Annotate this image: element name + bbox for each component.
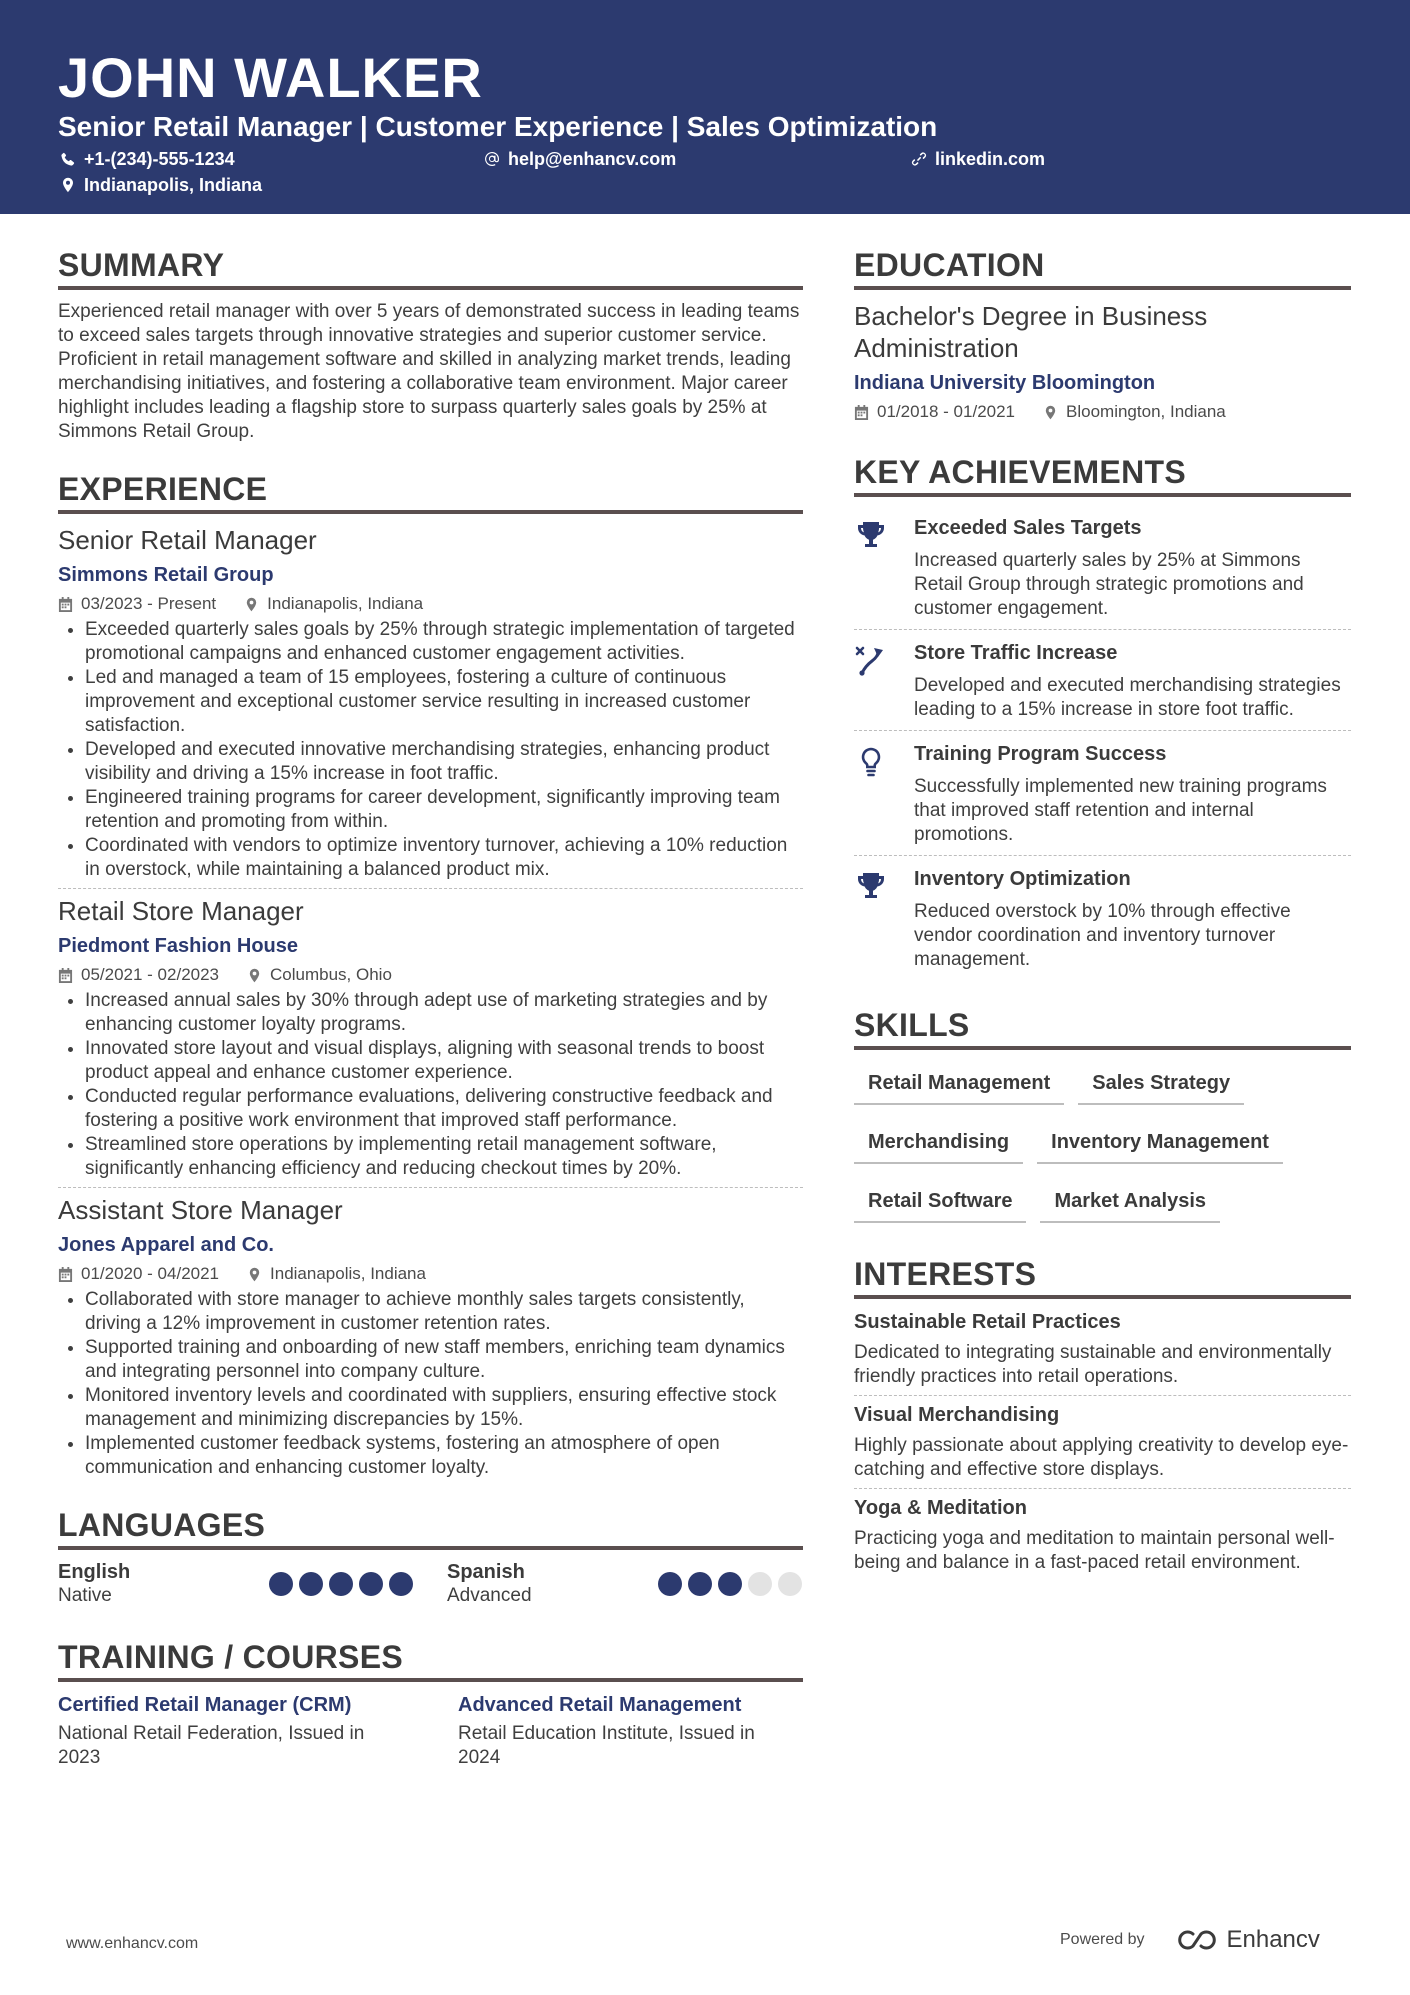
education-degree: Bachelor's Degree in Business Administration [854, 301, 1208, 363]
job-bullet: • Collaborated with store manager to achieve monthly sales targets consistently, driving a 12% improvement in customer retention rates. [85, 1288, 803, 1336]
job-location-wrap [247, 1263, 426, 1285]
achievement-item [854, 507, 1351, 627]
job-location: Columbus, Ohio [270, 965, 392, 984]
right-column [854, 246, 1351, 1575]
lightbulb-icon [854, 745, 888, 779]
rating-dot [778, 1572, 802, 1596]
achievement-desc: Reduced overstock by 10% through effective vendor coordination and inventory turnover management. [914, 901, 1291, 970]
job-location: Indianapolis, Indiana [267, 594, 424, 613]
section-title: LANGUAGES [58, 1506, 803, 1550]
languages-section [58, 1506, 803, 1608]
job-bullet: • Supported training and onboarding of new staff members, enriching team dynamics and integrating personnel into company culture. [85, 1336, 803, 1384]
location-pin-icon [60, 177, 76, 193]
language-rating [269, 1572, 413, 1596]
course-list [58, 1692, 803, 1770]
language-rating [658, 1572, 802, 1596]
achievement-title: Inventory Optimization [914, 868, 1131, 890]
footer-branding[interactable] [1060, 1926, 1320, 1954]
achievement-desc: Increased quarterly sales by 25% at Simmons Retail Group through strategic promotions and customer engagement. [914, 550, 1304, 619]
rating-dot [329, 1572, 353, 1596]
education-meta [854, 401, 1351, 423]
location-text: Indianapolis, Indiana [84, 175, 263, 195]
rating-dot [718, 1572, 742, 1596]
footer-website[interactable]: www.enhancv.com [66, 1935, 199, 1952]
summary-section [58, 246, 803, 444]
job-company: Simmons Retail Group [58, 564, 274, 586]
section-title: EDUCATION [854, 246, 1351, 290]
linkedin-text: linkedin.com [935, 149, 1046, 169]
language-name: English [58, 1561, 131, 1583]
job-bullet: • Led and managed a team of 15 employees, fostering a culture of continuous improvement and exceptional customer service resulting in increased customer satisfaction. [85, 666, 803, 738]
job-entry [58, 1194, 803, 1480]
location-pin-icon [247, 968, 262, 983]
section-title: SKILLS [854, 1006, 1351, 1050]
phone-text: +1-(234)-555-1234 [84, 149, 235, 169]
skill-list [854, 1060, 1351, 1237]
course-desc: Retail Education Institute, Issued in 2024 [458, 1723, 755, 1768]
job-location-wrap [247, 964, 392, 986]
section-title: SUMMARY [58, 246, 803, 290]
interest-desc: Practicing yoga and meditation to maintain personal well-being and balance in a fast-paced retail environment. [854, 1528, 1335, 1573]
job-entry [58, 895, 803, 1181]
rating-dot [359, 1572, 383, 1596]
skill-tag: Retail Management [854, 1060, 1064, 1105]
language-level: Advanced [447, 1585, 532, 1606]
education-school: Indiana University Bloomington [854, 372, 1156, 394]
job-bullet: • Engineered training programs for career development, significantly improving team retention and promoting from within. [85, 786, 803, 834]
location-pin-icon [247, 1267, 262, 1282]
link-icon [911, 151, 927, 167]
job-meta [58, 1263, 803, 1285]
summary-text: Experienced retail manager with over 5 years of demonstrated success in leading teams to exceed sales targets through innovative strategies and superior customer service. Proficient in retail management software and skilled in analyzing market trends, leading merchandising initiatives, and fostering a collaborative team environment. Major career highlight includes leading a flagship store to surpass quarterly sales goals by 25% at Simmons Retail Group. [58, 301, 800, 442]
achievement-desc: Successfully implemented new training programs that improved staff retention and internal promotions. [914, 776, 1327, 845]
resume-header [0, 0, 1410, 214]
calendar-icon [854, 405, 869, 420]
achievement-item [854, 632, 1351, 728]
achievements-section [854, 453, 1351, 978]
contact-email[interactable] [484, 148, 676, 170]
interest-item [854, 1402, 1351, 1482]
rating-dot [658, 1572, 682, 1596]
location-pin-icon [244, 597, 259, 612]
experience-section [58, 470, 803, 1480]
candidate-headline: Senior Retail Manager | Customer Experience | Sales Optimization [58, 111, 938, 142]
course-title: Certified Retail Manager (CRM) [58, 1694, 352, 1716]
achievement-item [854, 733, 1351, 853]
job-meta [58, 593, 803, 615]
interest-item [854, 1309, 1351, 1389]
left-column [58, 246, 803, 1770]
job-bullet: • Conducted regular performance evaluations, delivering constructive feedback and fostering a positive work environment that improved staff performance. [85, 1085, 803, 1133]
job-bullet: • Implemented customer feedback systems, fostering an atmosphere of open communication and enhancing customer loyalty. [85, 1432, 803, 1480]
divider [854, 730, 1351, 731]
achievement-title: Training Program Success [914, 743, 1167, 765]
job-bullet: • Developed and executed innovative merchandising strategies, enhancing product visibility and driving a 15% increase in foot traffic. [85, 738, 803, 786]
section-title: TRAINING / COURSES [58, 1638, 803, 1682]
rating-dot [748, 1572, 772, 1596]
divider [854, 629, 1351, 630]
contact-location [60, 174, 262, 196]
job-bullet: • Increased annual sales by 30% through adept use of marketing strategies and by enhancing customer loyalty programs. [85, 989, 803, 1037]
location-pin-icon [1043, 405, 1058, 420]
skills-section [854, 1006, 1351, 1237]
section-title: EXPERIENCE [58, 470, 803, 514]
job-dates: 05/2021 - 02/2023 [81, 965, 220, 984]
skill-tag: Merchandising [854, 1119, 1023, 1164]
achievement-icon-wrap [854, 515, 914, 621]
course-item [58, 1692, 398, 1770]
language-name: Spanish [447, 1561, 525, 1583]
skill-tag: Sales Strategy [1078, 1060, 1244, 1105]
education-location-wrap [1043, 401, 1226, 423]
language-level: Native [58, 1585, 112, 1606]
skill-tag: Market Analysis [1040, 1178, 1220, 1223]
job-bullets [58, 1288, 803, 1480]
language-item [58, 1560, 413, 1608]
course-desc: National Retail Federation, Issued in 2023 [58, 1723, 365, 1768]
interest-desc: Dedicated to integrating sustainable and environmentally friendly practices into retail operations. [854, 1342, 1332, 1387]
divider [58, 888, 803, 889]
job-company: Piedmont Fashion House [58, 935, 299, 957]
language-list [58, 1560, 803, 1608]
job-bullets [58, 618, 803, 882]
divider [854, 1395, 1351, 1396]
job-company: Jones Apparel and Co. [58, 1234, 274, 1256]
job-location-wrap [244, 593, 423, 615]
divider [854, 1488, 1351, 1489]
job-dates: 03/2023 - Present [81, 594, 217, 613]
trophy-icon [854, 870, 888, 904]
interest-title: Visual Merchandising [854, 1404, 1060, 1426]
achievement-icon-wrap [854, 640, 914, 722]
education-section [854, 246, 1351, 423]
skill-tag: Inventory Management [1037, 1119, 1283, 1164]
phone-icon [60, 151, 76, 167]
interest-title: Yoga & Meditation [854, 1497, 1027, 1519]
calendar-icon [58, 597, 73, 612]
achievement-title: Store Traffic Increase [914, 642, 1118, 664]
section-title: INTERESTS [854, 1255, 1351, 1299]
job-role: Assistant Store Manager [58, 1195, 343, 1225]
divider [854, 855, 1351, 856]
achievement-icon-wrap [854, 866, 914, 972]
contact-phone[interactable] [60, 148, 235, 170]
powered-by-label: Powered by [1060, 1931, 1145, 1948]
job-role: Retail Store Manager [58, 896, 304, 926]
job-bullets [58, 989, 803, 1181]
achievement-item [854, 858, 1351, 978]
rating-dot [688, 1572, 712, 1596]
courses-section [58, 1638, 803, 1770]
job-entry [58, 524, 803, 882]
enhancv-logo-icon [1173, 1927, 1221, 1953]
interest-item [854, 1495, 1351, 1575]
job-bullet: • Coordinated with vendors to optimize inventory turnover, achieving a 10% reduction in overstock, while maintaining a balanced product mix. [85, 834, 803, 882]
skill-tag: Retail Software [854, 1178, 1026, 1223]
job-bullet: • Streamlined store operations by implementing retail management software, significantly enhancing efficiency and reducing checkout times by 20%. [85, 1133, 803, 1181]
interests-section [854, 1255, 1351, 1575]
job-location: Indianapolis, Indiana [270, 1264, 426, 1283]
education-location: Bloomington, Indiana [1066, 402, 1226, 421]
email-text: help@enhancv.com [508, 149, 677, 169]
candidate-name: JOHN WALKER [58, 46, 483, 109]
section-title: KEY ACHIEVEMENTS [854, 453, 1351, 497]
job-bullet: • Exceeded quarterly sales goals by 25% through strategic implementation of targeted promotional campaigns and enhanced customer engagement activities. [85, 618, 803, 666]
divider [58, 1187, 803, 1188]
language-item [447, 1560, 802, 1608]
education-dates: 01/2018 - 01/2021 [877, 402, 1016, 421]
rating-dot [269, 1572, 293, 1596]
contact-linkedin[interactable] [911, 148, 1045, 170]
job-role: Senior Retail Manager [58, 525, 317, 555]
route-icon [854, 644, 888, 678]
achievement-title: Exceeded Sales Targets [914, 517, 1142, 539]
calendar-icon [58, 968, 73, 983]
job-dates: 01/2020 - 04/2021 [81, 1264, 220, 1283]
achievement-icon-wrap [854, 741, 914, 847]
rating-dot [389, 1572, 413, 1596]
achievement-desc: Developed and executed merchandising strategies leading to a 15% increase in store foot traffic. [914, 675, 1341, 720]
course-item [458, 1692, 798, 1770]
interest-title: Sustainable Retail Practices [854, 1311, 1121, 1333]
brand-name: Enhancv [1226, 1926, 1320, 1953]
at-icon [484, 151, 500, 167]
job-meta [58, 964, 803, 986]
job-bullet: • Monitored inventory levels and coordinated with suppliers, ensuring effective stock management and minimizing discrepancies by 15%. [85, 1384, 803, 1432]
brand-logo [1173, 1926, 1320, 1954]
job-bullet: • Innovated store layout and visual displays, aligning with seasonal trends to boost product appeal and enhance customer experience. [85, 1037, 803, 1085]
interest-desc: Highly passionate about applying creativity to develop eye-catching and effective store displays. [854, 1435, 1349, 1480]
course-title: Advanced Retail Management [458, 1694, 742, 1716]
rating-dot [299, 1572, 323, 1596]
trophy-icon [854, 519, 888, 553]
calendar-icon [58, 1267, 73, 1282]
